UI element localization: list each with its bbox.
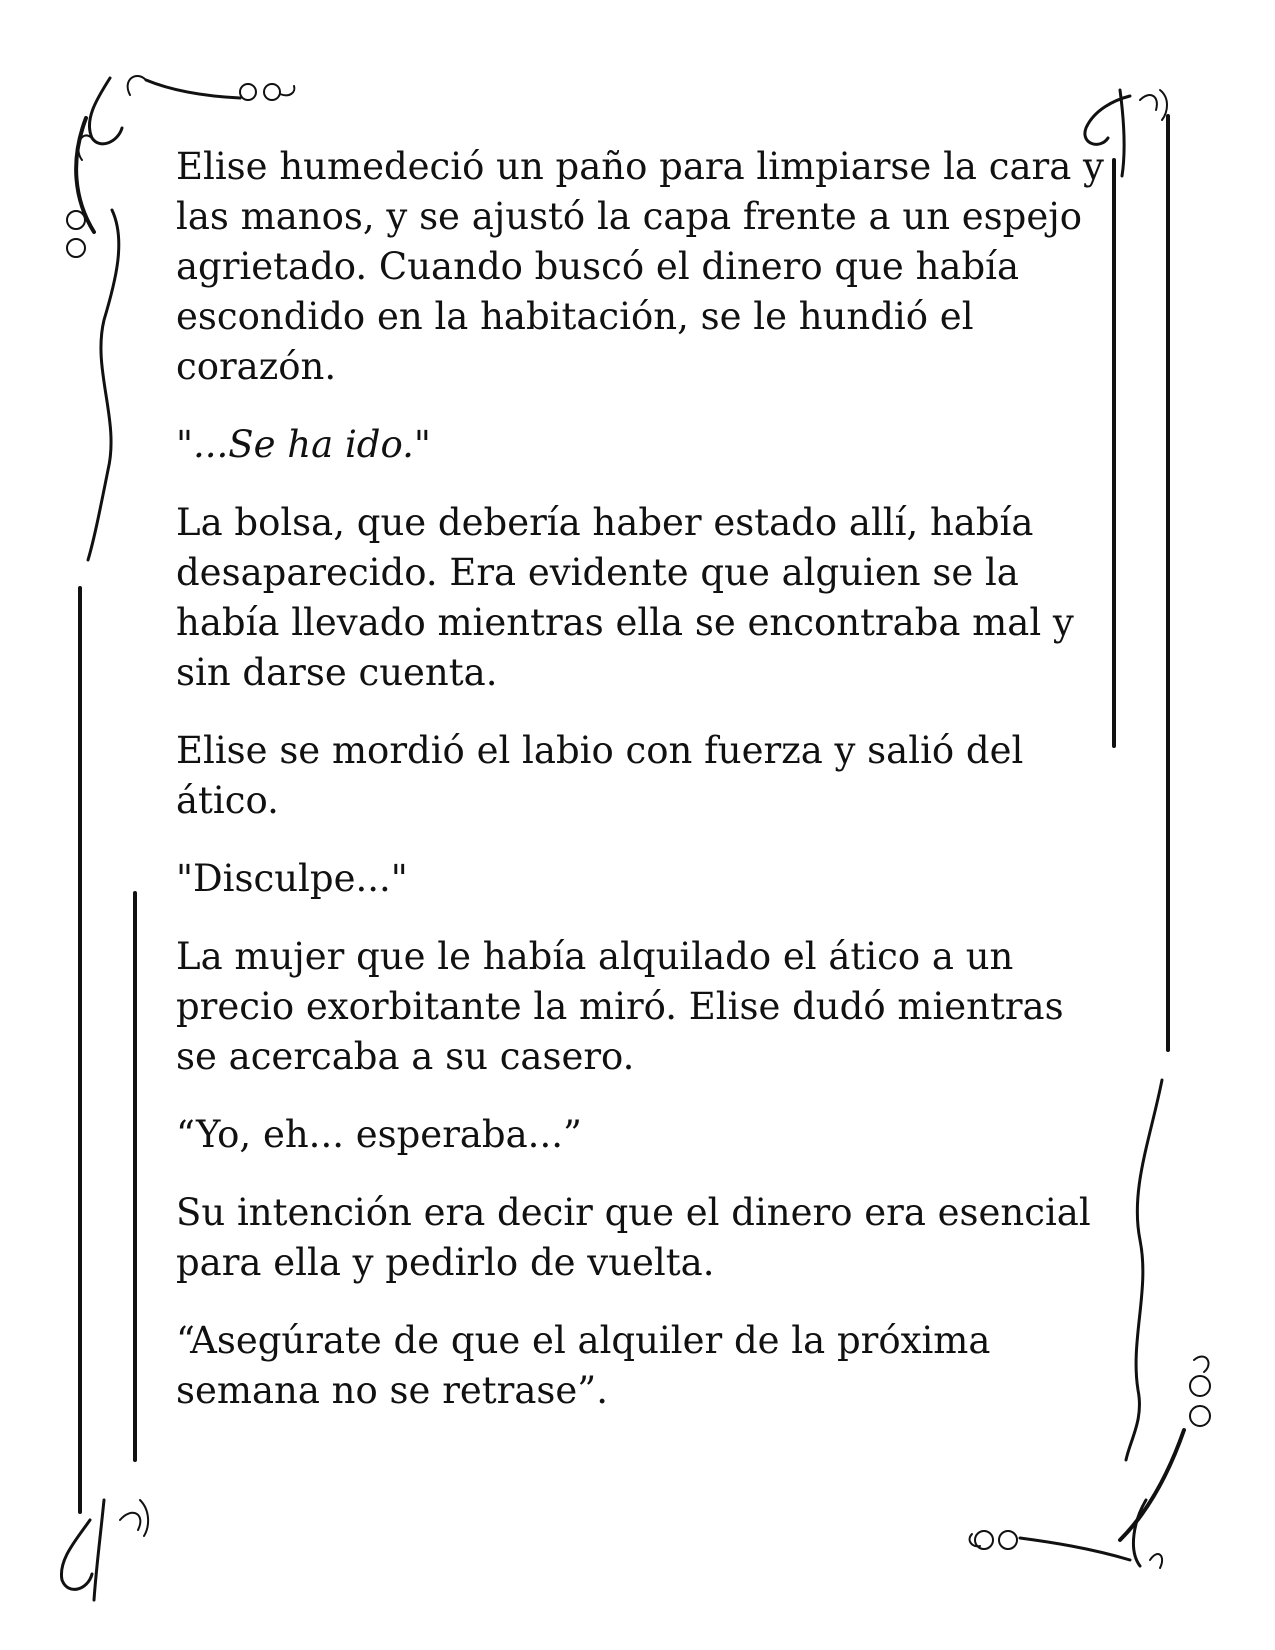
story-paragraph: "Disculpe..." [176, 857, 408, 900]
story-paragraph: Su intención era decir que el dinero era esencial para ella y pedirlo de vuelta. [176, 1191, 1091, 1284]
story-paragraph: “Yo, eh... esperaba...” [176, 1113, 582, 1156]
story-paragraph: "...Se ha ido." [176, 423, 431, 466]
bottom-left-flourish-icon [61, 1500, 148, 1600]
story-paragraph: “Asegúrate de que el alquiler de la próxima semana no se retrase”. [176, 1319, 991, 1412]
story-paragraph: Elise humedeció un paño para limpiarse la cara y las manos, y se ajustó la capa frente a un espejo agrietado. Cuando buscó el dinero que había escondido en la habitación, se le hundió el corazón. [176, 145, 1104, 388]
story-text [176, 142, 1111, 1444]
story-paragraph: La bolsa, que debería haber estado allí, había desaparecido. Era evidente que alguien se la había llevado mientras ella se encontraba mal y sin darse cuenta. [176, 501, 1074, 694]
story-paragraph: La mujer que le había alquilado el ático a un precio exorbitante la miró. Elise dudó mientras se acercaba a su casero. [176, 935, 1064, 1078]
story-paragraph: Elise se mordió el labio con fuerza y salió del ático. [176, 729, 1024, 822]
